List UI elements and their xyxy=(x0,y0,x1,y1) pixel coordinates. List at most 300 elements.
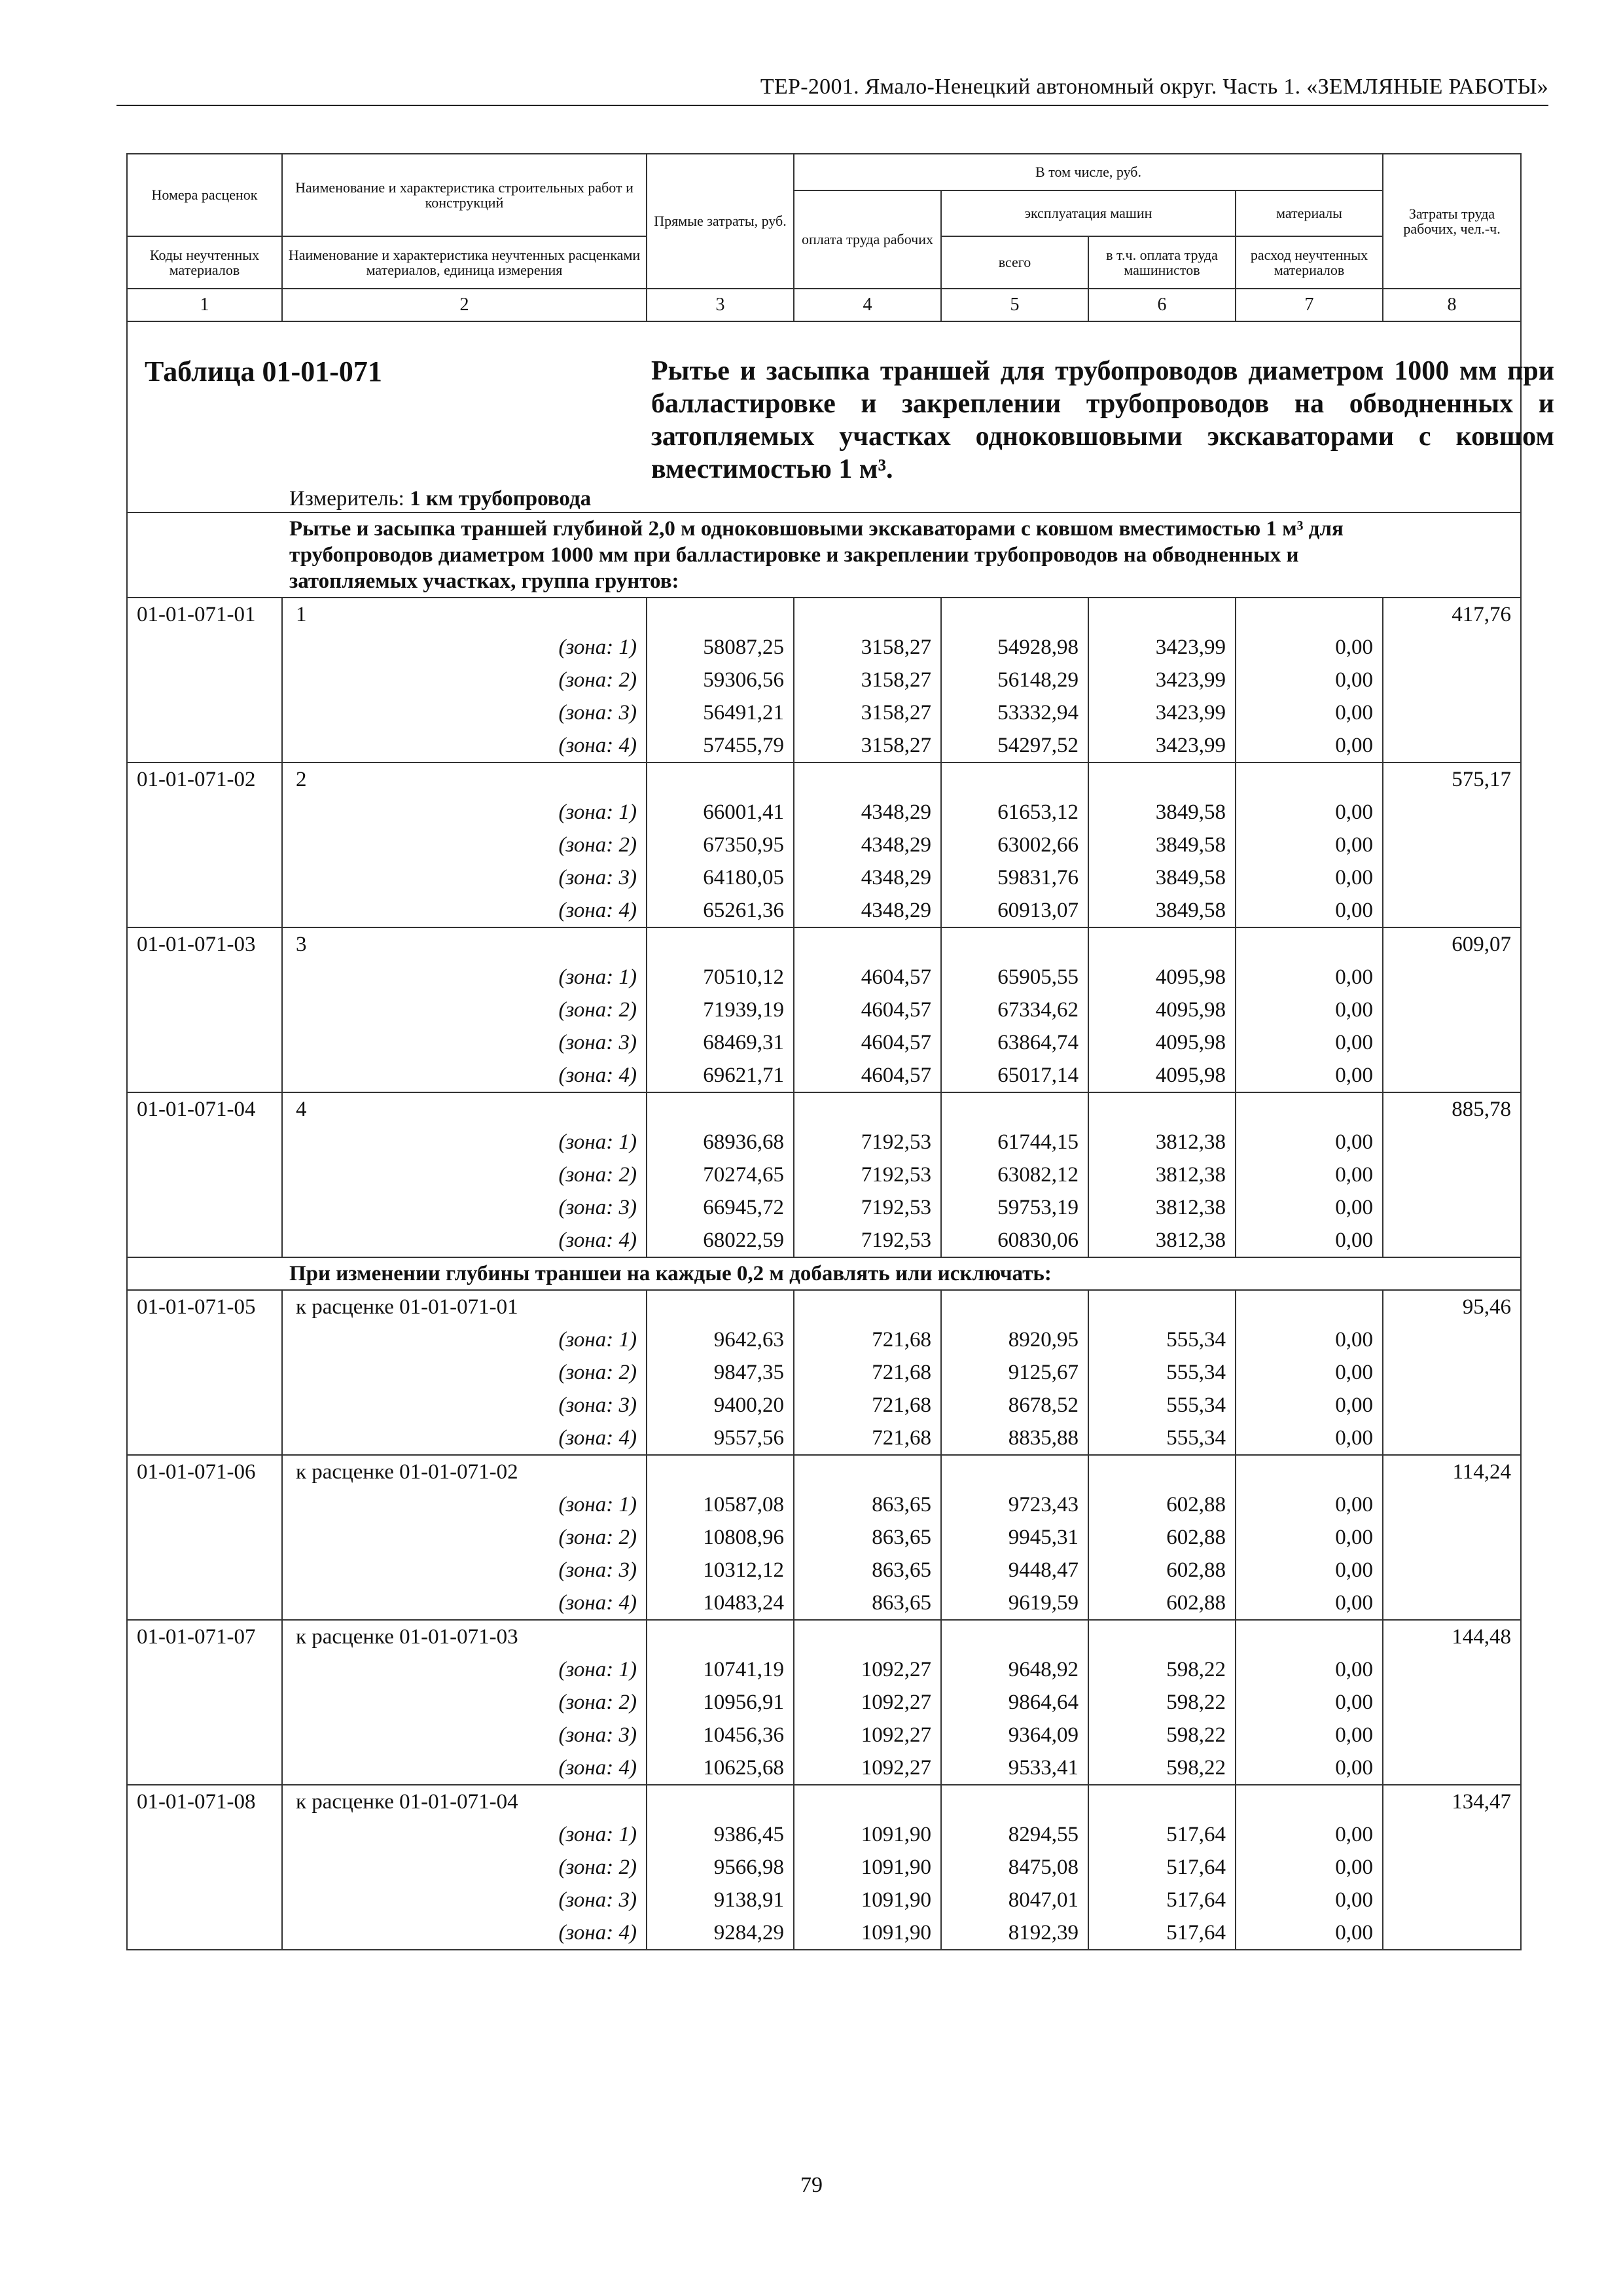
wages-cost: 4348,29 xyxy=(794,829,941,861)
column-number: 2 xyxy=(282,289,647,321)
rate-code: 01-01-071-05 xyxy=(127,1290,282,1323)
materials-cost: 0,00 xyxy=(1236,1884,1383,1916)
materials-cost: 0,00 xyxy=(1236,1126,1383,1158)
direct-cost: 56491,21 xyxy=(647,696,794,729)
materials-cost: 0,00 xyxy=(1236,1422,1383,1455)
direct-cost: 68469,31 xyxy=(647,1026,794,1059)
zone-row xyxy=(127,1751,1521,1785)
empty-cell xyxy=(941,1092,1088,1126)
wages-cost: 4348,29 xyxy=(794,894,941,927)
machines-cost: 60913,07 xyxy=(941,894,1088,927)
machines-cost: 8192,39 xyxy=(941,1916,1088,1950)
empty-cell xyxy=(127,1059,282,1092)
materials-cost: 0,00 xyxy=(1236,664,1383,696)
zone-label: (зона: 2) xyxy=(282,664,647,696)
machines-cost: 8920,95 xyxy=(941,1323,1088,1356)
wages-cost: 1092,27 xyxy=(794,1653,941,1686)
zone-row xyxy=(127,1554,1521,1587)
zone-label: (зона: 3) xyxy=(282,696,647,729)
rate-name: 1 xyxy=(282,598,647,631)
rate-name: к расценке 01-01-071-03 xyxy=(282,1620,647,1653)
materials-cost: 0,00 xyxy=(1236,1851,1383,1884)
column-number: 6 xyxy=(1088,289,1236,321)
machines-cost: 9945,31 xyxy=(941,1521,1088,1554)
empty-cell xyxy=(127,1884,282,1916)
zone-label: (зона: 3) xyxy=(282,1191,647,1224)
zone-row xyxy=(127,696,1521,729)
machines-cost: 8475,08 xyxy=(941,1851,1088,1884)
empty-cell xyxy=(1088,598,1236,631)
empty-cell xyxy=(1383,1884,1521,1916)
empty-cell xyxy=(127,1554,282,1587)
machines-cost: 9533,41 xyxy=(941,1751,1088,1785)
empty-cell xyxy=(127,894,282,927)
drivers-cost: 598,22 xyxy=(1088,1686,1236,1719)
zone-label: (зона: 3) xyxy=(282,861,647,894)
zone-label: (зона: 2) xyxy=(282,1521,647,1554)
zone-row xyxy=(127,961,1521,994)
materials-cost: 0,00 xyxy=(1236,861,1383,894)
materials-cost: 0,00 xyxy=(1236,829,1383,861)
empty-cell xyxy=(794,927,941,961)
direct-cost: 68022,59 xyxy=(647,1224,794,1257)
machines-cost: 9125,67 xyxy=(941,1356,1088,1389)
empty-cell xyxy=(1088,1092,1236,1126)
materials-cost: 0,00 xyxy=(1236,961,1383,994)
header-materials: материалы xyxy=(1236,190,1383,236)
direct-cost: 9400,20 xyxy=(647,1389,794,1422)
header-codes-bottom: Коды неучтенных материалов xyxy=(127,236,282,289)
zone-label: (зона: 3) xyxy=(282,1554,647,1587)
labor-cost: 885,78 xyxy=(1383,1092,1521,1126)
rate-name: 3 xyxy=(282,927,647,961)
wages-cost: 863,65 xyxy=(794,1488,941,1521)
empty-cell xyxy=(1383,1751,1521,1785)
wages-cost: 721,68 xyxy=(794,1323,941,1356)
zone-row xyxy=(127,1818,1521,1851)
materials-cost: 0,00 xyxy=(1236,1818,1383,1851)
drivers-cost: 3849,58 xyxy=(1088,894,1236,927)
drivers-cost: 602,88 xyxy=(1088,1587,1236,1620)
empty-cell xyxy=(1383,961,1521,994)
column-number: 5 xyxy=(941,289,1088,321)
direct-cost: 9557,56 xyxy=(647,1422,794,1455)
empty-cell xyxy=(941,762,1088,796)
machines-cost: 8294,55 xyxy=(941,1818,1088,1851)
zone-row xyxy=(127,1719,1521,1751)
empty-cell xyxy=(1383,1686,1521,1719)
empty-cell xyxy=(127,1224,282,1257)
zone-label: (зона: 3) xyxy=(282,1719,647,1751)
labor-cost: 609,07 xyxy=(1383,927,1521,961)
zone-row xyxy=(127,1884,1521,1916)
header-labor: Затраты труда рабочих, чел.-ч. xyxy=(1383,154,1521,289)
machines-cost: 8835,88 xyxy=(941,1422,1088,1455)
wages-cost: 4348,29 xyxy=(794,861,941,894)
direct-cost: 9847,35 xyxy=(647,1356,794,1389)
drivers-cost: 3812,38 xyxy=(1088,1191,1236,1224)
materials-cost: 0,00 xyxy=(1236,1521,1383,1554)
materials-cost: 0,00 xyxy=(1236,1191,1383,1224)
wages-cost: 3158,27 xyxy=(794,729,941,762)
materials-cost: 0,00 xyxy=(1236,1719,1383,1751)
rate-name: к расценке 01-01-071-04 xyxy=(282,1785,647,1818)
empty-cell xyxy=(1383,1059,1521,1092)
zone-row xyxy=(127,1059,1521,1092)
wages-cost: 7192,53 xyxy=(794,1158,941,1191)
empty-cell xyxy=(1383,696,1521,729)
zone-row xyxy=(127,796,1521,829)
drivers-cost: 3812,38 xyxy=(1088,1158,1236,1191)
wages-cost: 4604,57 xyxy=(794,1059,941,1092)
materials-cost: 0,00 xyxy=(1236,1158,1383,1191)
machines-cost: 61653,12 xyxy=(941,796,1088,829)
drivers-cost: 3812,38 xyxy=(1088,1224,1236,1257)
wages-cost: 7192,53 xyxy=(794,1191,941,1224)
rate-code: 01-01-071-02 xyxy=(127,762,282,796)
empty-cell xyxy=(1383,729,1521,762)
header-total: всего xyxy=(941,236,1088,289)
empty-cell xyxy=(127,1158,282,1191)
empty-cell xyxy=(794,1785,941,1818)
empty-cell xyxy=(1383,894,1521,927)
empty-cell xyxy=(127,1126,282,1158)
direct-cost: 66001,41 xyxy=(647,796,794,829)
zone-label: (зона: 2) xyxy=(282,994,647,1026)
drivers-cost: 4095,98 xyxy=(1088,994,1236,1026)
empty-cell xyxy=(1383,1587,1521,1620)
zone-row xyxy=(127,861,1521,894)
direct-cost: 10741,19 xyxy=(647,1653,794,1686)
empty-cell xyxy=(647,1620,794,1653)
wages-cost: 4604,57 xyxy=(794,994,941,1026)
materials-cost: 0,00 xyxy=(1236,1026,1383,1059)
materials-cost: 0,00 xyxy=(1236,1389,1383,1422)
zone-label: (зона: 1) xyxy=(282,1126,647,1158)
direct-cost: 57455,79 xyxy=(647,729,794,762)
zone-label: (зона: 1) xyxy=(282,1488,647,1521)
materials-cost: 0,00 xyxy=(1236,1224,1383,1257)
section-heading: При изменении глубины траншеи на каждые 0,2 м добавлять или исключать: xyxy=(127,1257,1521,1290)
rate-row xyxy=(127,1455,1521,1488)
header-wages: оплата труда рабочих xyxy=(794,190,941,289)
column-number: 8 xyxy=(1383,289,1521,321)
rate-row xyxy=(127,927,1521,961)
drivers-cost: 3423,99 xyxy=(1088,696,1236,729)
materials-cost: 0,00 xyxy=(1236,1916,1383,1950)
direct-cost: 64180,05 xyxy=(647,861,794,894)
empty-cell xyxy=(1236,598,1383,631)
empty-cell xyxy=(1383,1554,1521,1587)
machines-cost: 59753,19 xyxy=(941,1191,1088,1224)
empty-cell xyxy=(1383,1422,1521,1455)
zone-row xyxy=(127,1653,1521,1686)
empty-cell xyxy=(794,762,941,796)
zone-row xyxy=(127,1851,1521,1884)
zone-row xyxy=(127,1389,1521,1422)
materials-cost: 0,00 xyxy=(1236,796,1383,829)
empty-cell xyxy=(127,631,282,664)
empty-cell xyxy=(1383,1224,1521,1257)
wages-cost: 721,68 xyxy=(794,1389,941,1422)
empty-cell xyxy=(647,762,794,796)
meter-line xyxy=(127,486,1521,512)
meter-label: Измеритель: xyxy=(289,486,410,511)
empty-cell xyxy=(1236,1092,1383,1126)
drivers-cost: 555,34 xyxy=(1088,1389,1236,1422)
wages-cost: 1091,90 xyxy=(794,1851,941,1884)
machines-cost: 9619,59 xyxy=(941,1587,1088,1620)
empty-cell xyxy=(794,1290,941,1323)
direct-cost: 10587,08 xyxy=(647,1488,794,1521)
wages-cost: 3158,27 xyxy=(794,664,941,696)
drivers-cost: 598,22 xyxy=(1088,1653,1236,1686)
zone-row xyxy=(127,1158,1521,1191)
zone-label: (зона: 2) xyxy=(282,829,647,861)
empty-cell xyxy=(941,598,1088,631)
empty-cell xyxy=(941,1620,1088,1653)
zone-label: (зона: 2) xyxy=(282,1851,647,1884)
table-title-block xyxy=(127,321,1554,486)
materials-cost: 0,00 xyxy=(1236,1686,1383,1719)
drivers-cost: 555,34 xyxy=(1088,1356,1236,1389)
wages-cost: 4604,57 xyxy=(794,961,941,994)
drivers-cost: 517,64 xyxy=(1088,1851,1236,1884)
empty-cell xyxy=(794,1455,941,1488)
empty-cell xyxy=(1088,1785,1236,1818)
empty-cell xyxy=(127,1389,282,1422)
wages-cost: 3158,27 xyxy=(794,696,941,729)
machines-cost: 67334,62 xyxy=(941,994,1088,1026)
empty-cell xyxy=(1383,1818,1521,1851)
rate-row xyxy=(127,762,1521,796)
zone-row xyxy=(127,729,1521,762)
column-number: 4 xyxy=(794,289,941,321)
rate-code: 01-01-071-06 xyxy=(127,1455,282,1488)
machines-cost: 59831,76 xyxy=(941,861,1088,894)
rate-name: 4 xyxy=(282,1092,647,1126)
header-incl-drivers: в т.ч. оплата труда машинистов xyxy=(1088,236,1236,289)
drivers-cost: 555,34 xyxy=(1088,1422,1236,1455)
drivers-cost: 3849,58 xyxy=(1088,796,1236,829)
zone-row xyxy=(127,1587,1521,1620)
empty-cell xyxy=(1236,1785,1383,1818)
page-number: 79 xyxy=(800,2173,823,2197)
empty-cell xyxy=(1236,1620,1383,1653)
drivers-cost: 598,22 xyxy=(1088,1719,1236,1751)
materials-cost: 0,00 xyxy=(1236,1356,1383,1389)
zone-label: (зона: 4) xyxy=(282,1916,647,1950)
running-header xyxy=(116,71,1548,106)
rate-name: к расценке 01-01-071-02 xyxy=(282,1455,647,1488)
empty-cell xyxy=(127,1488,282,1521)
empty-cell xyxy=(1383,1126,1521,1158)
header-codes-top: Номера расценок xyxy=(127,154,282,236)
empty-cell xyxy=(1383,1389,1521,1422)
direct-cost: 10808,96 xyxy=(647,1521,794,1554)
drivers-cost: 602,88 xyxy=(1088,1554,1236,1587)
direct-cost: 69621,71 xyxy=(647,1059,794,1092)
labor-cost: 144,48 xyxy=(1383,1620,1521,1653)
header-machines: эксплуатация машин xyxy=(941,190,1236,236)
empty-cell xyxy=(127,1026,282,1059)
drivers-cost: 3423,99 xyxy=(1088,631,1236,664)
wages-cost: 1092,27 xyxy=(794,1751,941,1785)
header-name-bottom: Наименование и характеристика неучтенных расценками материалов, единица измерения xyxy=(282,236,647,289)
column-number: 3 xyxy=(647,289,794,321)
header-direct: Прямые затраты, руб. xyxy=(647,154,794,289)
rates-table xyxy=(126,153,1554,1950)
zone-label: (зона: 1) xyxy=(282,1323,647,1356)
materials-cost: 0,00 xyxy=(1236,1653,1383,1686)
zone-row xyxy=(127,1916,1521,1950)
direct-cost: 9386,45 xyxy=(647,1818,794,1851)
direct-cost: 70274,65 xyxy=(647,1158,794,1191)
wages-cost: 863,65 xyxy=(794,1587,941,1620)
labor-cost: 575,17 xyxy=(1383,762,1521,796)
empty-cell xyxy=(1383,631,1521,664)
labor-cost: 134,47 xyxy=(1383,1785,1521,1818)
empty-cell xyxy=(1088,1290,1236,1323)
materials-cost: 0,00 xyxy=(1236,1587,1383,1620)
empty-cell xyxy=(941,927,1088,961)
empty-cell xyxy=(647,1455,794,1488)
empty-cell xyxy=(1383,664,1521,696)
zone-row xyxy=(127,1488,1521,1521)
direct-cost: 9284,29 xyxy=(647,1916,794,1950)
empty-cell xyxy=(941,1785,1088,1818)
labor-cost: 95,46 xyxy=(1383,1290,1521,1323)
empty-cell xyxy=(1383,1719,1521,1751)
zone-label: (зона: 2) xyxy=(282,1158,647,1191)
rate-row xyxy=(127,1290,1521,1323)
machines-cost: 60830,06 xyxy=(941,1224,1088,1257)
direct-cost: 67350,95 xyxy=(647,829,794,861)
table-label: Таблица 01-01-071 xyxy=(145,355,382,387)
empty-cell xyxy=(127,1191,282,1224)
empty-cell xyxy=(647,927,794,961)
header-materials-unaccounted: расход неучтенных материалов xyxy=(1236,236,1383,289)
zone-label: (зона: 1) xyxy=(282,796,647,829)
drivers-cost: 4095,98 xyxy=(1088,1026,1236,1059)
empty-cell xyxy=(1383,1488,1521,1521)
zone-row xyxy=(127,1323,1521,1356)
zone-row xyxy=(127,1126,1521,1158)
empty-cell xyxy=(127,1751,282,1785)
empty-cell xyxy=(647,1290,794,1323)
zone-label: (зона: 3) xyxy=(282,1026,647,1059)
direct-cost: 9642,63 xyxy=(647,1323,794,1356)
empty-cell xyxy=(127,664,282,696)
empty-cell xyxy=(1088,762,1236,796)
empty-cell xyxy=(1236,762,1383,796)
zone-row xyxy=(127,1026,1521,1059)
direct-cost: 70510,12 xyxy=(647,961,794,994)
empty-cell xyxy=(127,1851,282,1884)
labor-cost: 114,24 xyxy=(1383,1455,1521,1488)
rate-code: 01-01-071-08 xyxy=(127,1785,282,1818)
drivers-cost: 517,64 xyxy=(1088,1884,1236,1916)
drivers-cost: 598,22 xyxy=(1088,1751,1236,1785)
running-title: ТЕР-2001. Ямало-Ненецкий автономный округ. Часть 1. «ЗЕМЛЯНЫЕ РАБОТЫ» xyxy=(760,75,1548,99)
empty-cell xyxy=(127,1818,282,1851)
zone-row xyxy=(127,631,1521,664)
empty-cell xyxy=(127,729,282,762)
table-title: Рытье и засыпка траншей для трубопроводов диаметром 1000 мм при балластировке и закреплении трубопроводов на обводненных и затопляемых участках одноковшовыми экскаваторами с ковшом вместимостью 1 м³. xyxy=(651,356,1554,484)
zone-row xyxy=(127,1422,1521,1455)
empty-cell xyxy=(1383,1323,1521,1356)
rate-code: 01-01-071-03 xyxy=(127,927,282,961)
direct-cost: 65261,36 xyxy=(647,894,794,927)
materials-cost: 0,00 xyxy=(1236,994,1383,1026)
zone-label: (зона: 4) xyxy=(282,1059,647,1092)
drivers-cost: 517,64 xyxy=(1088,1818,1236,1851)
empty-cell xyxy=(127,1323,282,1356)
column-number: 7 xyxy=(1236,289,1383,321)
drivers-cost: 4095,98 xyxy=(1088,961,1236,994)
zone-row xyxy=(127,1224,1521,1257)
machines-cost: 63002,66 xyxy=(941,829,1088,861)
wages-cost: 721,68 xyxy=(794,1356,941,1389)
empty-cell xyxy=(127,1719,282,1751)
empty-cell xyxy=(127,1686,282,1719)
wages-cost: 1091,90 xyxy=(794,1818,941,1851)
empty-cell xyxy=(794,1092,941,1126)
drivers-cost: 555,34 xyxy=(1088,1323,1236,1356)
empty-cell xyxy=(127,796,282,829)
direct-cost: 10456,36 xyxy=(647,1719,794,1751)
empty-cell xyxy=(1383,1851,1521,1884)
empty-cell xyxy=(127,1422,282,1455)
drivers-cost: 3812,38 xyxy=(1088,1126,1236,1158)
machines-cost: 9648,92 xyxy=(941,1653,1088,1686)
rate-code: 01-01-071-04 xyxy=(127,1092,282,1126)
zone-label: (зона: 2) xyxy=(282,1686,647,1719)
empty-cell xyxy=(647,1092,794,1126)
machines-cost: 54297,52 xyxy=(941,729,1088,762)
zone-label: (зона: 4) xyxy=(282,894,647,927)
rate-row xyxy=(127,1620,1521,1653)
wages-cost: 1091,90 xyxy=(794,1916,941,1950)
rate-code: 01-01-071-07 xyxy=(127,1620,282,1653)
machines-cost: 9723,43 xyxy=(941,1488,1088,1521)
zone-row xyxy=(127,1686,1521,1719)
empty-cell xyxy=(127,829,282,861)
zone-row xyxy=(127,1191,1521,1224)
empty-cell xyxy=(1383,829,1521,861)
rate-code: 01-01-071-01 xyxy=(127,598,282,631)
empty-cell xyxy=(1383,1521,1521,1554)
drivers-cost: 3423,99 xyxy=(1088,664,1236,696)
rate-row xyxy=(127,1092,1521,1126)
zone-label: (зона: 4) xyxy=(282,1224,647,1257)
empty-cell xyxy=(127,1356,282,1389)
machines-cost: 9864,64 xyxy=(941,1686,1088,1719)
wages-cost: 721,68 xyxy=(794,1422,941,1455)
meter-value: 1 км трубопровода xyxy=(410,486,592,511)
direct-cost: 10483,24 xyxy=(647,1587,794,1620)
direct-cost: 59306,56 xyxy=(647,664,794,696)
empty-cell xyxy=(1236,1455,1383,1488)
header-including: В том числе, руб. xyxy=(794,154,1383,190)
labor-cost: 417,76 xyxy=(1383,598,1521,631)
drivers-cost: 602,88 xyxy=(1088,1521,1236,1554)
empty-cell xyxy=(941,1455,1088,1488)
empty-cell xyxy=(1236,927,1383,961)
empty-cell xyxy=(941,1290,1088,1323)
empty-cell xyxy=(1383,994,1521,1026)
wages-cost: 1092,27 xyxy=(794,1719,941,1751)
